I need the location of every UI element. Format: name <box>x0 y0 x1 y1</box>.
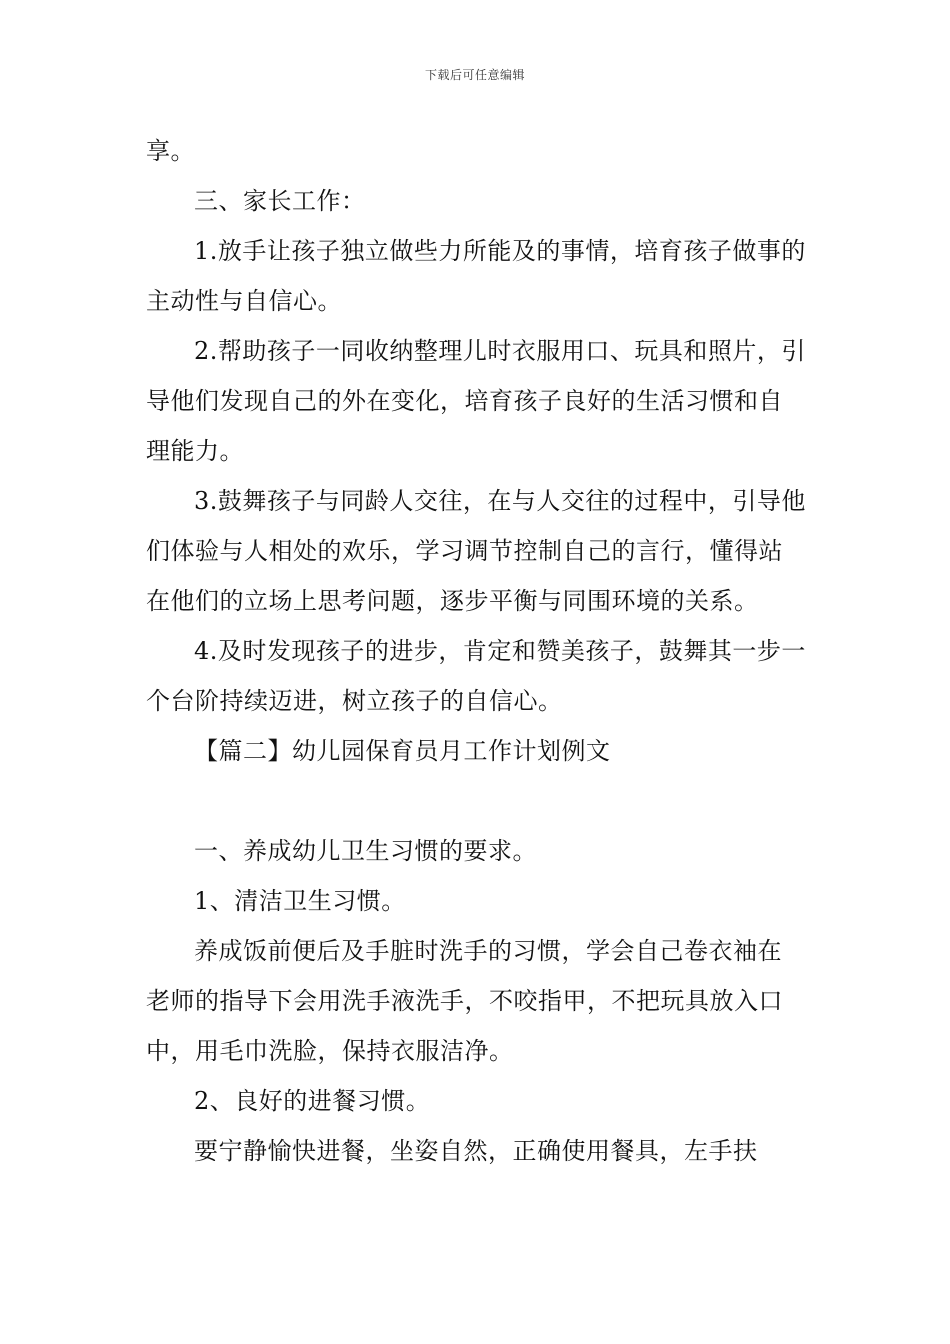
paragraph-cleanliness: 养成饭前便后及手脏时洗手的习惯，学会自己卷衣袖在老师的指导下会用洗手液洗手，不咬指甲，不把玩具放入口中，用毛巾洗脸，保持衣服洁净。 <box>146 937 783 1065</box>
paragraph-item-4: 4.及时发现孩子的进步，肯定和赞美孩子，鼓舞其一步一个台阶持续迈进，树立孩子的自信心。 <box>146 637 806 715</box>
paragraph-dining: 要宁静愉快进餐，坐姿自然，正确使用餐具，左手扶 <box>194 1137 758 1165</box>
blank-line <box>146 776 806 826</box>
paragraph-continuation: 享。 <box>146 137 195 165</box>
section-heading-parent-work: 三、家长工作： <box>194 187 366 215</box>
document-body <box>146 126 806 1176</box>
subheading-cleanliness: 1、清洁卫生习惯。 <box>194 887 406 915</box>
paragraph-item-2: 2.帮助孩子一同收纳整理儿时衣服用口、玩具和照片，引导他们发现自己的外在变化，培育孩子良好的生活习惯和自理能力。 <box>146 337 806 465</box>
paragraph-item-3: 3.鼓舞孩子与同龄人交往，在与人交往的过程中，引导他们体验与人相处的欢乐，学习调节控制自己的言行，懂得站在他们的立场上思考问题，逐步平衡与同围环境的关系。 <box>146 487 806 615</box>
subheading-dining: 2、良好的进餐习惯。 <box>194 1087 431 1115</box>
article-title: 【篇二】幼儿园保育员月工作计划例文 <box>194 737 611 765</box>
page-header: 下载后可任意编辑 <box>424 68 525 82</box>
paragraph-item-1: 1.放手让孩子独立做些力所能及的事情，培育孩子做事的主动性与自信心。 <box>146 237 806 315</box>
section-heading-hygiene: 一、养成幼儿卫生习惯的要求。 <box>194 837 537 865</box>
